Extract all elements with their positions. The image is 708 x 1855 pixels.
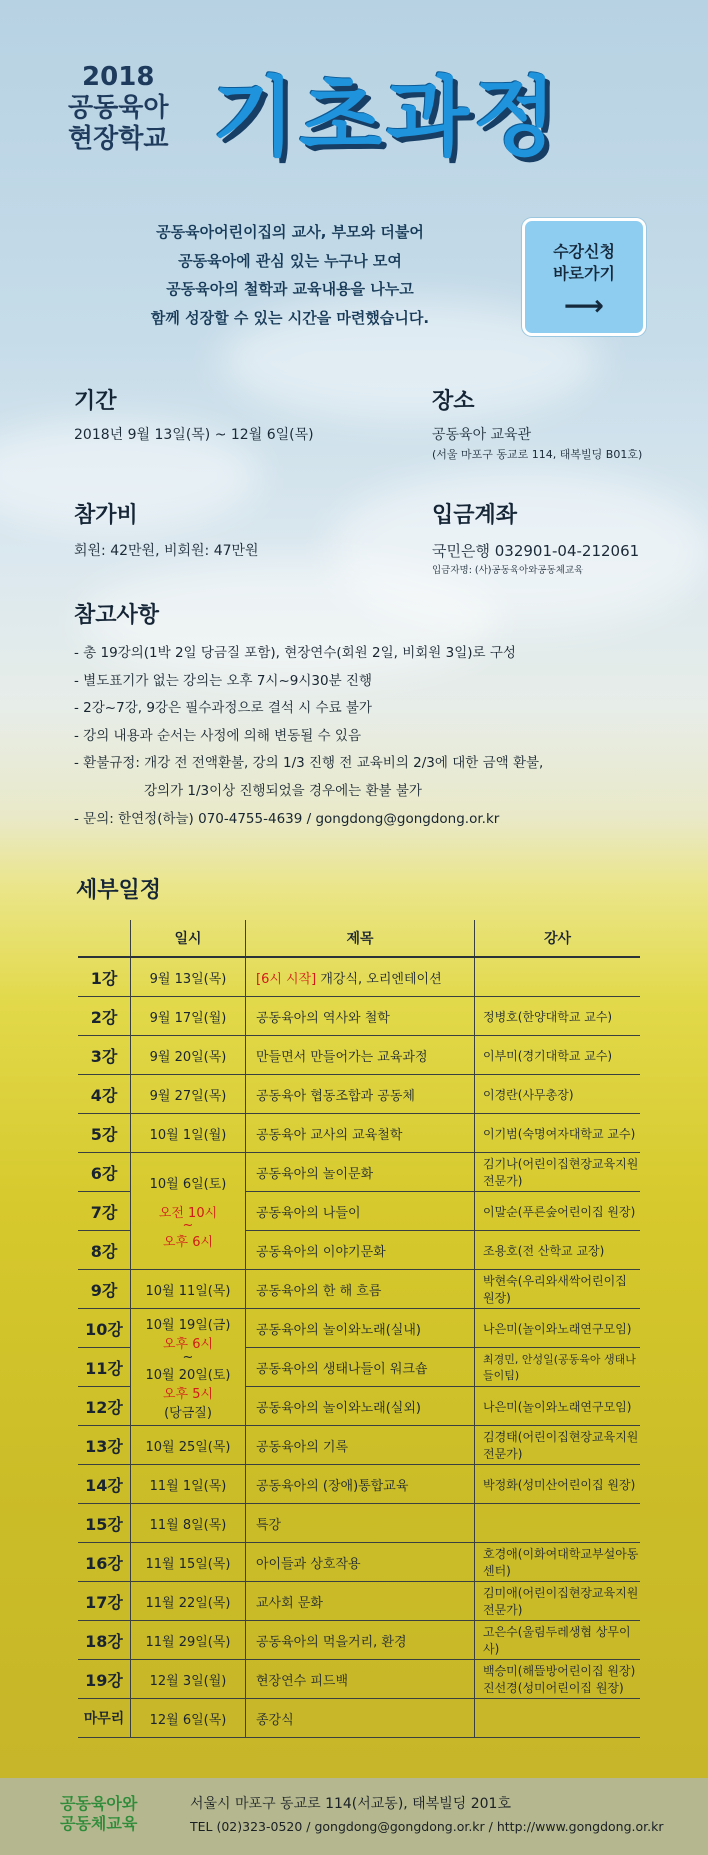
- lecture-date: 10월 6일(토): [149, 1176, 227, 1192]
- lecture-no: 16강: [78, 1543, 131, 1582]
- apply-button[interactable]: [522, 218, 646, 336]
- note-item: - 총 19강의(1박 2일 당금질 포함), 현장연수(회원 2일, 비회원 3일)로 구성: [74, 645, 516, 661]
- intro-line: 공동육아어린이집의 교사, 부모와 더불어: [156, 223, 424, 241]
- lecturer-name: 백승미(해뜰방어린이집 원장): [483, 1664, 636, 1678]
- lecture-no: 4강: [78, 1075, 131, 1114]
- intro-text: [110, 218, 470, 332]
- header-school: 현장학교: [68, 124, 169, 154]
- time-range-end: 오후 6시: [162, 1234, 214, 1250]
- lecture-date: 10월 11일(목): [131, 1270, 246, 1309]
- lecture-no: 6강: [78, 1153, 131, 1192]
- lecture-date: 11월 22일(목): [131, 1582, 246, 1621]
- account-holder: 입금자명: (사)공동육아와공동체교육: [432, 565, 584, 576]
- lecture-title: 공동육아 교사의 교육철학: [246, 1114, 475, 1153]
- place-title: 장소: [432, 389, 475, 414]
- note-item: - 환불규정: 개강 전 전액환불, 강의 1/3 진행 전 교육비의 2/3에 대한 금액 환불,: [74, 755, 544, 772]
- header-subtitle: [68, 62, 168, 155]
- lecture-no: 1강: [78, 957, 131, 997]
- intro-line: 함께 성장할 수 있는 시간을 마련했습니다.: [150, 308, 430, 327]
- lecture-date: 9월 20일(목): [131, 1036, 246, 1075]
- lecture-no: 13강: [78, 1426, 131, 1465]
- footer: [0, 1778, 708, 1855]
- fee-title: 참가비: [74, 503, 138, 528]
- lecture-title: 공동육아의 (장애)통합교육: [246, 1465, 475, 1504]
- overnight-note: (당금질): [164, 1405, 212, 1421]
- table-row: [78, 1660, 640, 1699]
- lecture-date: 10월 20일(토): [145, 1367, 231, 1383]
- lecture-date: 9월 13일(목): [131, 957, 246, 997]
- lecture-title-text: 개강식, 오리엔테이션: [316, 971, 442, 987]
- lecture-date: 10월 1일(월): [131, 1114, 246, 1153]
- notes-title: 참고사항: [74, 603, 160, 628]
- apply-label-line2: 바로가기: [553, 264, 615, 283]
- logo-line: 공동육아와: [60, 1794, 138, 1813]
- lecture-title: 공동육아의 놀이문화: [246, 1153, 475, 1192]
- lecture-date-merged: [131, 1153, 246, 1270]
- column-header: [78, 920, 131, 957]
- org-logo[interactable]: [60, 1794, 137, 1834]
- intro-line: 공동육아에 관심 있는 누구나 모여: [178, 251, 402, 270]
- period-title: 기간: [74, 389, 117, 414]
- lecture-no: 11강: [78, 1348, 131, 1387]
- lecturer: 호경애(이화여대학교부설아동센터): [475, 1543, 641, 1582]
- table-row: [78, 1309, 640, 1348]
- note-item: - 문의: 한연정(하늘) 070-4755-4639 / gongdong@gongdong.or.kr: [74, 810, 500, 827]
- lecture-no: 7강: [78, 1192, 131, 1231]
- lecture-no: 3강: [78, 1036, 131, 1075]
- table-row: [78, 1426, 640, 1465]
- lecture-title: 공동육아의 놀이와노래(실외): [246, 1387, 475, 1426]
- header-year: 2018: [82, 62, 155, 92]
- note-item: - 2강~7강, 9강은 필수과정으로 결석 시 수료 불가: [74, 700, 372, 717]
- lecture-title: 현장연수 피드백: [246, 1660, 475, 1699]
- lecturer: 김경태(어린이집현장교육지원전문가): [475, 1426, 641, 1465]
- lecturer: 이경란(사무총장): [475, 1075, 641, 1114]
- lecture-title: 특강: [246, 1504, 475, 1543]
- table-row: [78, 1270, 640, 1309]
- note-item: - 별도표기가 없는 강의는 오후 7시~9시30분 진행: [74, 672, 372, 689]
- account-number: 국민은행 032901-04-212061: [432, 542, 640, 560]
- period-text: 2018년 9월 13일(목) ~ 12월 6일(목): [74, 427, 314, 443]
- arrow-right-icon: ⟶: [563, 289, 605, 322]
- lecture-date: 12월 6일(목): [131, 1699, 246, 1738]
- lecturer: [475, 957, 641, 997]
- column-header: 일시: [131, 920, 246, 957]
- time-range-start: 오전 10시: [158, 1205, 218, 1221]
- column-header: 제목: [246, 920, 475, 957]
- table-row: [78, 1543, 640, 1582]
- lecture-title: 공동육아의 먹을거리, 환경: [246, 1621, 475, 1660]
- lecture-no: 9강: [78, 1270, 131, 1309]
- lecturer: 김미애(어린이집현장교육지원전문가): [475, 1582, 641, 1621]
- table-header-row: [78, 920, 640, 957]
- lecture-title: 공동육아의 나들이: [246, 1192, 475, 1231]
- lecture-title: 공동육아의 역사와 철학: [246, 997, 475, 1036]
- lecture-no: 10강: [78, 1309, 131, 1348]
- time-start: 오후 6시: [162, 1336, 214, 1352]
- table-row: [78, 1504, 640, 1543]
- lecturer: 이부미(경기대학교 교수): [475, 1036, 641, 1075]
- lecture-date: 9월 17일(월): [131, 997, 246, 1036]
- lecture-date: 11월 29일(목): [131, 1621, 246, 1660]
- lecturer: 나은미(놀이와노래연구모임): [475, 1387, 641, 1426]
- lecture-no: 5강: [78, 1114, 131, 1153]
- header-org: 공동육아: [68, 93, 169, 123]
- lecture-title: 공동육아의 이야기문화: [246, 1231, 475, 1270]
- lecturer: 이기범(숙명여자대학교 교수): [475, 1114, 641, 1153]
- table-row: [78, 1621, 640, 1660]
- intro-line: 공동육아의 철학과 교육내용을 나누고: [166, 280, 414, 298]
- account-title: 입금계좌: [432, 503, 518, 528]
- lecturer: 박현숙(우리와새싹어린이집 원장): [475, 1270, 641, 1309]
- table-row: [78, 1699, 640, 1738]
- lecturer: [475, 1699, 641, 1738]
- lecture-date: 10월 19일(금): [145, 1317, 231, 1333]
- table-row: [78, 997, 640, 1036]
- lecturer: 김기나(어린이집현장교육지원전문가): [475, 1153, 641, 1192]
- apply-label: [525, 241, 643, 285]
- lecture-title: 공동육아의 기록: [246, 1426, 475, 1465]
- table-row: [78, 1582, 640, 1621]
- lecture-date: 11월 15일(목): [131, 1543, 246, 1582]
- lecture-no: 마무리: [78, 1699, 131, 1738]
- lecture-no: 17강: [78, 1582, 131, 1621]
- footer-address: 서울시 마포구 동교로 114(서교동), 태복빌딩 201호: [190, 1796, 511, 1812]
- lecture-no: 12강: [78, 1387, 131, 1426]
- table-row: [78, 1153, 640, 1192]
- lecture-title: 공동육아의 놀이와노래(실내): [246, 1309, 475, 1348]
- lecture-date: 11월 1일(목): [131, 1465, 246, 1504]
- lecture-title: 교사회 문화: [246, 1582, 475, 1621]
- table-row: [78, 1114, 640, 1153]
- apply-label-line1: 수강신청: [553, 242, 615, 261]
- notes-list: [74, 640, 543, 833]
- lecturer: [475, 1660, 641, 1699]
- schedule-title: 세부일정: [76, 878, 162, 903]
- lecturer: 나은미(놀이와노래연구모임): [475, 1309, 641, 1348]
- lecturer: 박정화(성미산어린이집 원장): [475, 1465, 641, 1504]
- start-time-tag: [6시 시작]: [256, 971, 317, 987]
- lecture-title: 공동육아의 한 해 흐름: [246, 1270, 475, 1309]
- lecturer: 조용호(전 산학교 교장): [475, 1231, 641, 1270]
- lecturer: [475, 1504, 641, 1543]
- lecturer: 고은수(울림두레생협 상무이사): [475, 1621, 641, 1660]
- lecture-no: 19강: [78, 1660, 131, 1699]
- time-range-sep: ~: [182, 1217, 194, 1233]
- lecture-date: 11월 8일(목): [131, 1504, 246, 1543]
- table-row: [78, 1036, 640, 1075]
- lecturer: 정병호(한양대학교 교수): [475, 997, 641, 1036]
- footer-contact: TEL (02)323-0520 / gongdong@gongdong.or.kr / http://www.gongdong.or.kr: [190, 1819, 664, 1834]
- logo-line: 공동체교육: [60, 1814, 138, 1833]
- lecture-date: 9월 27일(목): [131, 1075, 246, 1114]
- table-row: [78, 1465, 640, 1504]
- lecture-title: 공동육아 협동조합과 공동체: [246, 1075, 475, 1114]
- lecture-no: 18강: [78, 1621, 131, 1660]
- table-row: [78, 1075, 640, 1114]
- lecturer: 최경민, 안성일(공동육아 생태나들이팀): [475, 1348, 641, 1387]
- lecture-no: 14강: [78, 1465, 131, 1504]
- lecture-title: 공동육아의 생태나들이 워크숍: [246, 1348, 475, 1387]
- place-address: (서울 마포구 동교로 114, 태복빌딩 B01호): [432, 448, 643, 461]
- lecture-date: 12월 3일(월): [131, 1660, 246, 1699]
- fee-text: 회원: 42만원, 비회원: 47만원: [74, 543, 259, 559]
- note-item: - 강의 내용과 순서는 사정에 의해 변동될 수 있음: [74, 727, 361, 744]
- lecture-no: 2강: [78, 997, 131, 1036]
- column-header: 강사: [475, 920, 641, 957]
- lecture-title: [246, 957, 475, 997]
- note-item: 강의가 1/3이상 진행되었을 경우에는 환불 불가: [144, 782, 422, 799]
- lecture-title: 만들면서 만들어가는 교육과정: [246, 1036, 475, 1075]
- table-row: [78, 957, 640, 997]
- lecture-title: 종강식: [246, 1699, 475, 1738]
- page-title: 기초과정: [212, 68, 561, 168]
- time-end: 오후 5시: [162, 1386, 214, 1402]
- lecturer: 이말순(푸른숲어린이집 원장): [475, 1192, 641, 1231]
- lecture-title: 아이들과 상호작용: [246, 1543, 475, 1582]
- time-sep: ~: [182, 1349, 194, 1365]
- lecture-date-merged: [131, 1309, 246, 1426]
- lecture-date: 10월 25일(목): [131, 1426, 246, 1465]
- lecture-no: 8강: [78, 1231, 131, 1270]
- schedule-table: [78, 920, 640, 1738]
- lecturer-name: 진선경(성미어린이집 원장): [483, 1681, 624, 1695]
- lecture-no: 15강: [78, 1504, 131, 1543]
- place-name: 공동육아 교육관: [432, 427, 532, 443]
